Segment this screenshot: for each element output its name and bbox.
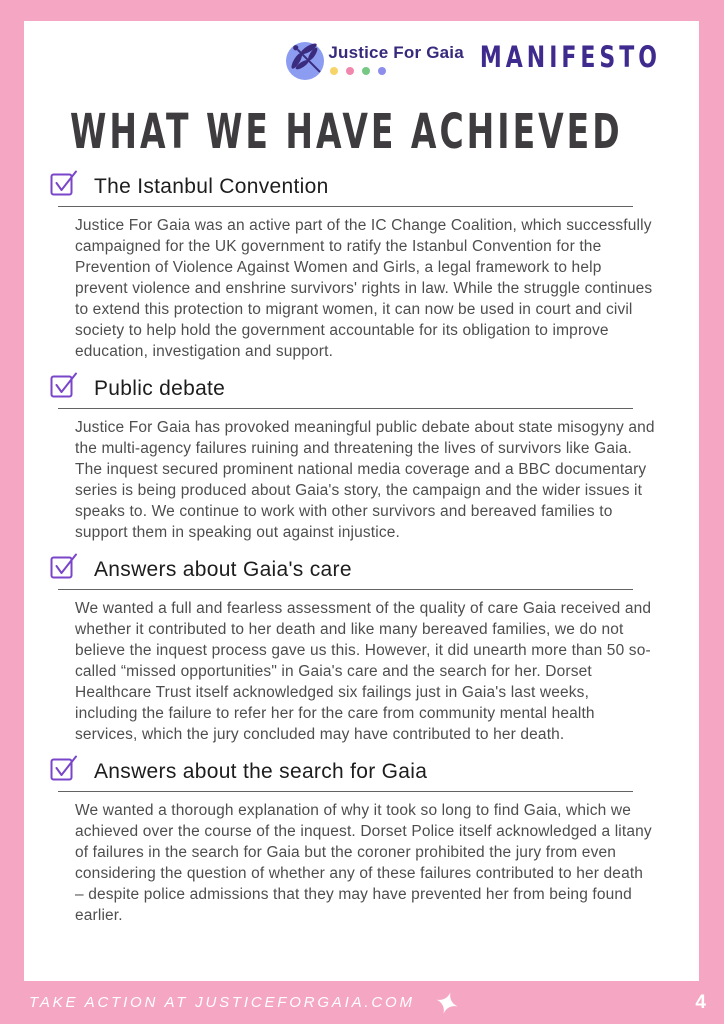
section-body: We wanted a full and fearless assessment of the quality of care Gaia received and whether it contributed to her death and like many bereaved families, we do not believe the inquest process gave us this. However, it did unearth more than 50 so-called “missed opportunities" in Gaia's care and the search for her. Dorset Healthcare Trust itself acknowledged six failings just in Gaia's last weeks, including the failure to refer her for the care from community mental health services, which the jury concluded may have contributed to her death. (75, 600, 652, 743)
logo-mark (284, 34, 330, 84)
checked-checkbox-icon (50, 754, 78, 787)
sparkle-icon (435, 991, 459, 1015)
footer-cta-text: TAKE ACTION AT JUSTICEFORGAIA.COM (29, 994, 415, 1011)
manifesto-page (24, 21, 699, 981)
justice-for-gaia-logo (284, 34, 661, 84)
section-divider (58, 206, 633, 207)
section-the-istanbul-convention (24, 172, 699, 362)
checked-checkbox-icon (50, 552, 78, 585)
section-heading: Public debate (94, 377, 226, 400)
brand-dots (330, 67, 463, 75)
section-heading-row (50, 374, 671, 404)
section-heading-row (50, 555, 671, 585)
section-divider (58, 589, 633, 590)
page-footer (0, 981, 724, 1024)
brand-dot-green (362, 67, 370, 75)
section-public-debate (24, 374, 699, 543)
section-heading: The Istanbul Convention (94, 175, 329, 198)
brand-name: Justice For Gaia (328, 43, 464, 62)
section-answers-about-gaias-care (24, 555, 699, 745)
page-number: 4 (695, 991, 706, 1013)
section-answers-about-the-search-for-gaia (24, 757, 699, 926)
section-heading-row (50, 757, 671, 787)
section-body: Justice For Gaia was an active part of the IC Change Coalition, which successfully campaigned for the UK government to ratify the Istanbul Convention for the Prevention of Violence Against Women and Girls, a legal framework to help prevent violence and enshrine survivors' rights in law. While the struggle continues to extend this protection to migrant women, it can now be used in court and civil society to help hold the government accountable for its obligation to improve education, investigation and support. (75, 217, 653, 360)
checked-checkbox-icon (50, 371, 78, 404)
section-heading: Answers about the search for Gaia (94, 760, 428, 783)
brand-block (328, 43, 463, 75)
section-body: We wanted a thorough explanation of why it took so long to find Gaia, which we achieved over the course of the inquest. Dorset Police itself acknowledged a litany of failures in the search for Gaia but the coroner prohibited the jury from even considering the question of whether any of these failures contributed to her death – despite police admissions that they may have prevented her from being found earlier. (75, 802, 652, 924)
section-heading: Answers about Gaia's care (94, 558, 352, 581)
section-divider (58, 408, 633, 409)
section-divider (58, 791, 633, 792)
brand-dot-yellow (330, 67, 338, 75)
page-header (24, 21, 699, 84)
dragonfly-icon (283, 34, 329, 87)
brand-dot-purple (378, 67, 386, 75)
manifesto-wordmark: MANIFESTO (479, 41, 661, 76)
checked-checkbox-icon (50, 169, 78, 202)
page-title: WHAT WE HAVE ACHIEVED (70, 103, 623, 160)
section-body: Justice For Gaia has provoked meaningful public debate about state misogyny and the multi-agency failures ruining and threatening the lives of survivors like Gaia. The inquest secured prominent national media coverage and a BBC documentary series is being produced about Gaia's story, the campaign and the wider issues it speaks to. We continue to work with other survivors and bereaved families to support them in speaking out against injustice. (75, 419, 655, 541)
brand-dot-pink (346, 67, 354, 75)
section-heading-row (50, 172, 671, 202)
